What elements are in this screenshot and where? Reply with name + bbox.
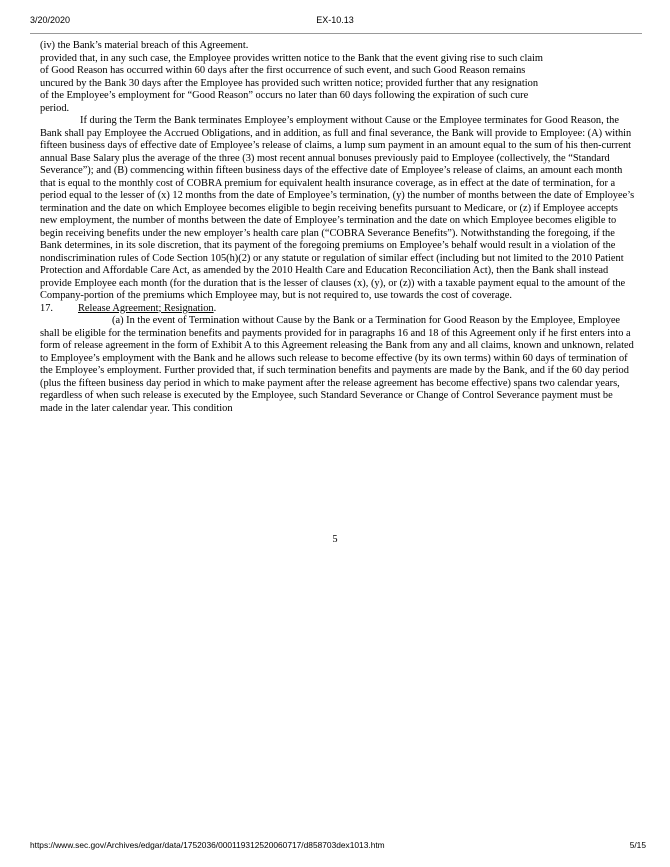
header-title: EX-10.13 bbox=[316, 15, 354, 25]
document-body bbox=[40, 40, 636, 415]
section-17-heading bbox=[40, 303, 636, 316]
termination-paragraph: If during the Term the Bank terminates Employee’s employment without Cause or the Employee terminates for Good Reason, the Bank shall pay Employee the Accrued Obligations, and in addition, as full and final severance, the Bank will provide to Employee: (A) within fifteen business days of effective date of Employee’s release of claims, a lump sum payment in an amount equal to the sum of his then-current annual Base Salary plus the average of the three (3) most recent annual bonuses previously paid to Employee (collectively, the “Standard Severance”); and (B) commencing within fifteen business days of the effective date of Employee’s release of claims, an amount each month that is equal to the monthly cost of COBRA premium for equivalent health insurance coverage, as in effect at the date of termination, for a period equal to the lesser of (x) 12 months from the date of Employee’s termination, (y) the number of months between the date of Employee’s termination and the date on which Employee becomes eligible to begin receiving benefits pursuant to Medicare, or (z) if Employee accepts new employment, the number of months between the date of Employee’s termination and the date on which Employee becomes eligible to begin receiving benefits under the new employer’s health care plan (“COBRA Severance Benefits”). Notwithstanding the foregoing, if the Bank determines, in its sole discretion, that its payment of the foregoing premiums on Employee’s behalf would result in a violation of the nondiscrimination rules of Code Section 105(h)(2) or any statute or regulation of similar effect (including but not limited to the 2010 Patient Protection and Affordable Care Act, as amended by the 2010 Health Care and Education Reconciliation Act), then the Bank shall instead provide Employee each month (for the duration that is the lesser of clauses (x), (y), or (z)) with a taxable payment equal to the amount of the Company-portion of the premiums which Employee may, but is not required to, use towards the cost of coverage. bbox=[40, 115, 635, 301]
header-divider bbox=[30, 33, 642, 34]
item-iv: (iv) the Bank’s material breach of this Agreement. bbox=[40, 40, 249, 51]
paragraph-a: (a) In the event of Termination without Cause by the Bank or a Termination for Good Reason by the Employee, Employee shall be eligible for the termination benefits and payments provided for in paragraphs 16 and 18 of this Agreement only if he first enters into a form of release agreement in the form of Exhibit A to this Agreement releasing the Bank from any and all claims, known and unknown, related to Employee’s employment with the Bank and he allows such release to become effective (by its own terms) within 60 days of termination of the Employee’s employment. Further provided that, if such termination benefits and payments are made by the Bank, and if the 60 day period (plus the fifteen business day period in which to make payment after the release agreement has become effective) spans two calendar years, regardless of when such release is executed by the Employee, such Standard Severance or Change of Control Severance payment must be made in the later calendar year. This condition bbox=[40, 315, 634, 414]
section-title-period: . bbox=[213, 302, 217, 314]
section-number: 17. bbox=[40, 302, 53, 314]
section-title: Release Agreement; Resignation bbox=[78, 302, 214, 314]
footer-page-count: 5/15 bbox=[629, 840, 646, 850]
page-number: 5 bbox=[332, 534, 338, 545]
provided-paragraph: provided that, in any such case, the Employee provides written notice to the Bank that the event giving rise to such claim of Good Reason has occurred within 60 days after the first occurrence of such event, and such Good Reason remains uncured by the Bank 30 days after the Employee has provided such written notice; provided further that any resignation of the Employee’s employment for “Good Reason” occurs no later than 60 days following the expiration of such cure period. bbox=[40, 52, 543, 114]
footer-url: https://www.sec.gov/Archives/edgar/data/1752036/000119312520060717/d858703dex1013.htm bbox=[30, 840, 385, 850]
header-date: 3/20/2020 bbox=[30, 15, 71, 25]
